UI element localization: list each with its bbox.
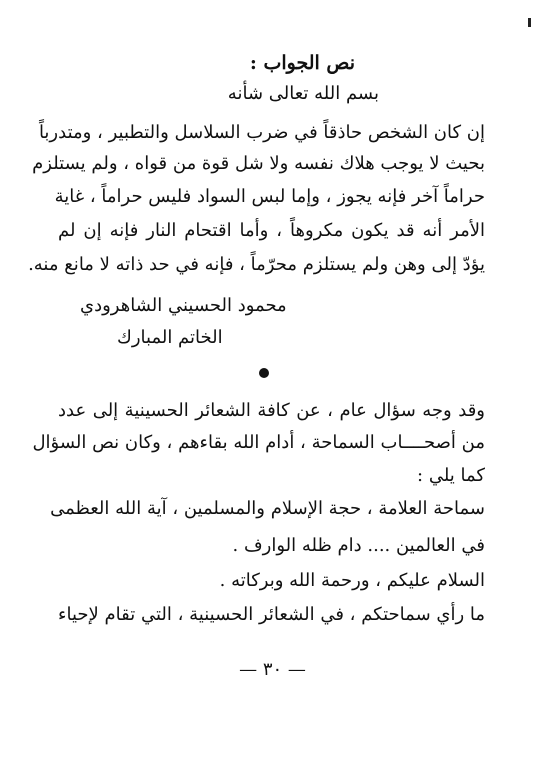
answer-line: إن كان الشخص حاذقاً في ضرب السلاسل والتطبير ، ومتدرباً	[38, 122, 485, 143]
question-line: وقد وجه سؤال عام ، عن كافة الشعائر الحسينية إلى عدد	[58, 400, 485, 421]
question-line: من أصحــــاب السماحة ، أدام الله بقاءهم ، وكان نص السؤال	[32, 432, 485, 453]
answer-line: بحيث لا يوجب هلاك نفسه ولا شل قوة من قواه ، ولم يستلزم	[32, 153, 485, 174]
answer-heading: نص الجواب :	[249, 52, 355, 74]
signature-name: محمود الحسيني الشاهرودي	[80, 295, 287, 316]
answer-line: حراماً آخر فإنه يجوز ، وإما لبس السواد فليس حراماً ، غاية	[54, 186, 485, 207]
question-line: كما يلي :	[417, 465, 485, 486]
question-line: سماحة العلامة ، حجة الإسلام والمسلمين ، آية الله العظمى	[50, 498, 485, 519]
answer-line: الأمر أنه قد يكون مكروهاً ، وأما اقتحام النار فإنه إن لم	[58, 220, 485, 241]
answer-line: يؤدّ إلى وهن ولم يستلزم محرّماً ، فإنه في حد ذاته لا مانع منه.	[28, 254, 485, 275]
section-divider-bullet	[259, 368, 269, 378]
question-line: في العالمين .... دام ظله الوارف .	[232, 535, 485, 556]
basmala: بسم الله تعالى شأنه	[227, 83, 379, 104]
page-number: — ٣٠ —	[239, 659, 306, 680]
question-line: ما رأي سماحتكم ، في الشعائر الحسينية ، التي تقام لإحياء	[58, 604, 485, 625]
signature-seal: الخاتم المبارك	[117, 327, 223, 348]
corner-mark	[528, 18, 531, 27]
question-line: السلام عليكم ، ورحمة الله وبركاته .	[219, 570, 485, 591]
